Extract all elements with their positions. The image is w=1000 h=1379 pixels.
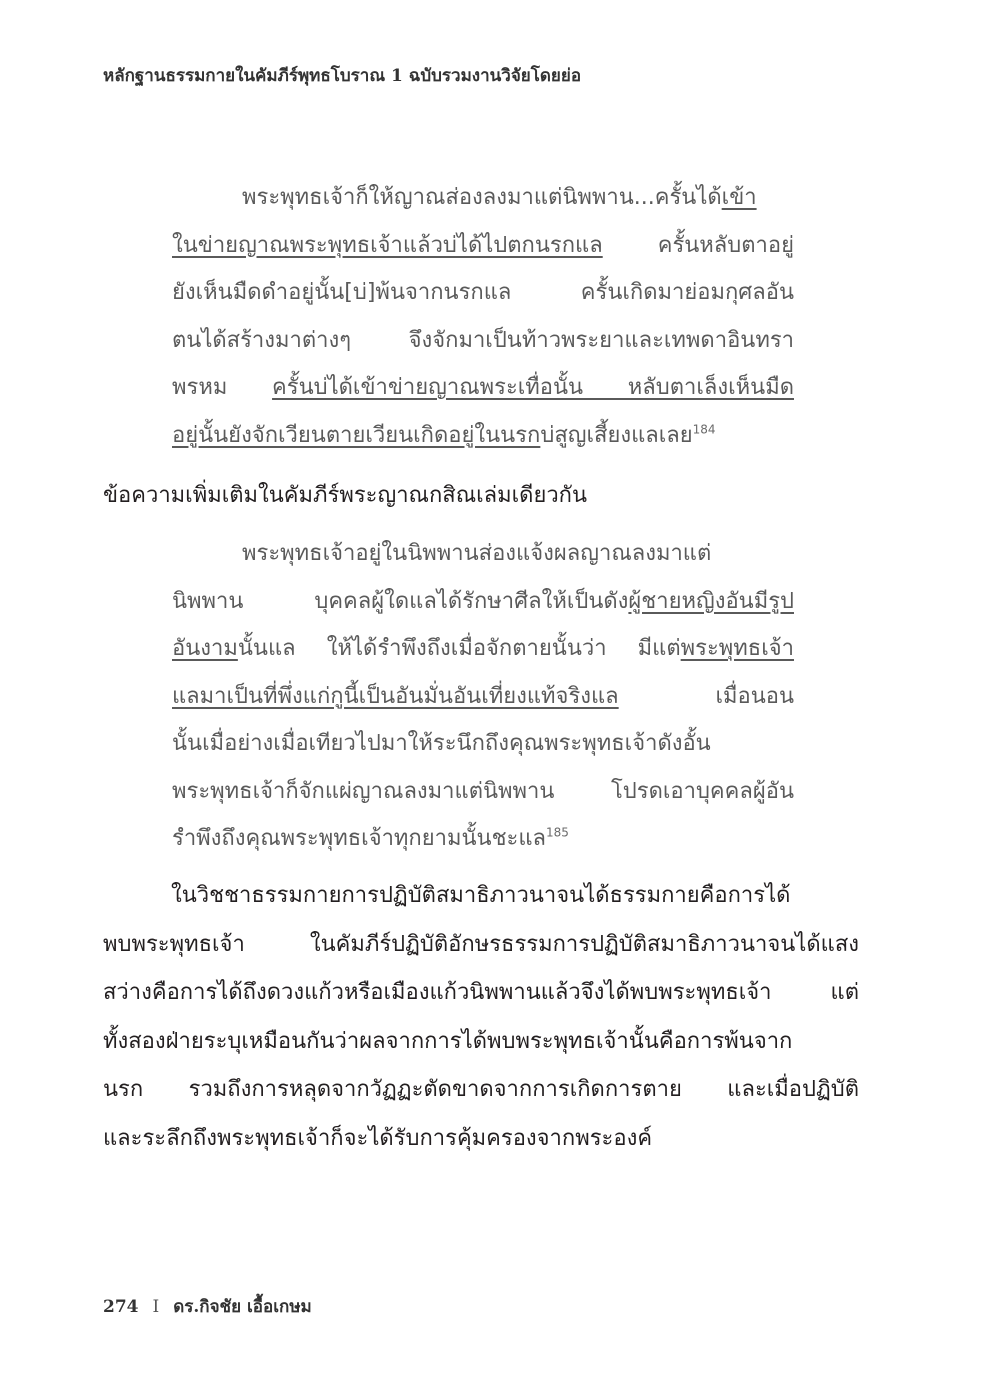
quote-text: นั้นแล ให้ได้รำพึงถึงเมื่อจักตายนั้นว่า มีแต่: [237, 636, 681, 661]
quote-text: ครั้นหลับตาอยู่: [602, 232, 794, 258]
paragraph-line: ในวิชชาธรรมกายการปฏิบัติสมาธิภาวนาจนได้ธรรมกายคือการได้: [171, 883, 791, 908]
quote-text: บ่สูญเสี้ยงแลเลย: [540, 422, 693, 448]
footnote-marker: 185: [546, 825, 569, 840]
footer-separator: I: [152, 1297, 160, 1317]
quote-line: ตนได้สร้างมาต่างๆ จึงจักมาเป็นท้าวพระยาและเทพดาอินทรา: [172, 327, 794, 353]
section-subheading: ข้อความเพิ่มเติมในคัมภีร์พระญาณกสิณเล่มเดียวกัน: [103, 483, 588, 508]
quote-line: พระพุทธเจ้าอยู่ในนิพพานส่องแจ้งผลญาณลงมาแต่: [242, 541, 712, 566]
paragraph-line: นรก รวมถึงการหลุดจากวัฏฏะตัดขาดจากการเกิดการตาย และเมื่อปฏิบัติ: [103, 1077, 859, 1102]
quote-text: นิพพาน บุคคลผู้ใดแลได้รักษาศีลให้เป็นดัง: [172, 588, 629, 614]
underlined-text: อันงาม: [172, 636, 238, 661]
quote-line: [172, 625, 794, 673]
body-paragraph: [103, 872, 859, 1163]
footnote-marker: 184: [692, 422, 716, 437]
quote-line: [172, 673, 794, 721]
underlined-text: ผู้ชายหญิงอันมีรูป: [628, 588, 794, 614]
quote-line: [172, 364, 794, 412]
underlined-text: เข้า: [721, 185, 757, 210]
quote-line: [172, 815, 794, 863]
quote-line: ยังเห็นมืดดำอยู่นั้น[บ่]พ้นจากนรกแล ครั้นเกิดมาย่อมกุศลอัน: [172, 280, 794, 305]
quote-line: [172, 174, 794, 222]
running-header: หลักฐานธรรมกายในคัมภีร์พุทธโบราณ 1 ฉบับรวมงานวิจัยโดยย่อ: [103, 66, 582, 86]
quote-block-1: [172, 174, 794, 459]
underlined-text: ครั้นบ่ได้เข้าข่ายญาณพระเทื่อนั้น หลับตาเล็งเห็นมืด: [272, 375, 794, 400]
quote-line: [172, 222, 794, 270]
quote-text: พระพุทธเจ้าก็ให้ญาณส่องลงมาแต่นิพพาน...ครั้นได้: [242, 185, 722, 210]
quote-line: นั้นเมื่อย่างเมื่อเทียวไปมาให้ระนึกถึงคุณพระพุทธเจ้าดังอั้น: [172, 731, 711, 756]
quote-text: พรหม: [172, 375, 273, 400]
page-footer: [103, 1293, 312, 1320]
author-name: ดร.กิจชัย เอื้อเกษม: [173, 1297, 312, 1317]
underlined-text: แลมาเป็นที่พึ่งแก่กูนี้เป็นอันมั่นอันเที่ยงแท้จริงแล: [172, 683, 619, 709]
page-number: 274: [103, 1297, 139, 1317]
underlined-text: พระพุทธเจ้า: [680, 636, 794, 661]
paragraph-line: ทั้งสองฝ่ายระบุเหมือนกันว่าผลจากการได้พบพระพุทธเจ้านั้นคือการพ้นจาก: [103, 1028, 793, 1054]
quote-text: เมื่อนอน: [618, 683, 794, 709]
quote-text: รำพึงถึงคุณพระพุทธเจ้าทุกยามนั้นชะแล: [172, 826, 546, 851]
paragraph-line: สว่างคือการได้ถึงดวงแก้วหรือเมืองแก้วนิพพานแล้วจึงได้พบพระพุทธเจ้า แต่: [103, 980, 859, 1005]
paragraph-line: พบพระพุทธเจ้า ในคัมภีร์ปฏิบัติอักษรธรรมการปฏิบัติสมาธิภาวนาจนได้แสง: [103, 931, 859, 957]
quote-line: [172, 578, 794, 626]
underlined-text: อยู่นั้นยังจักเวียนตายเวียนเกิดอยู่ในนรก: [172, 422, 541, 448]
quote-block-2: [172, 530, 794, 863]
underlined-text: ในข่ายญาณพระพุทธเจ้าแล้วบ่ได้ไปตกนรกแล: [172, 232, 603, 258]
quote-line: [172, 412, 794, 460]
quote-line: พระพุทธเจ้าก็จักแผ่ญาณลงมาแต่นิพพาน โปรดเอาบุคคลผู้อัน: [172, 778, 794, 804]
paragraph-line: และระลึกถึงพระพุทธเจ้าก็จะได้รับการคุ้มครองจากพระองค์: [103, 1125, 653, 1151]
